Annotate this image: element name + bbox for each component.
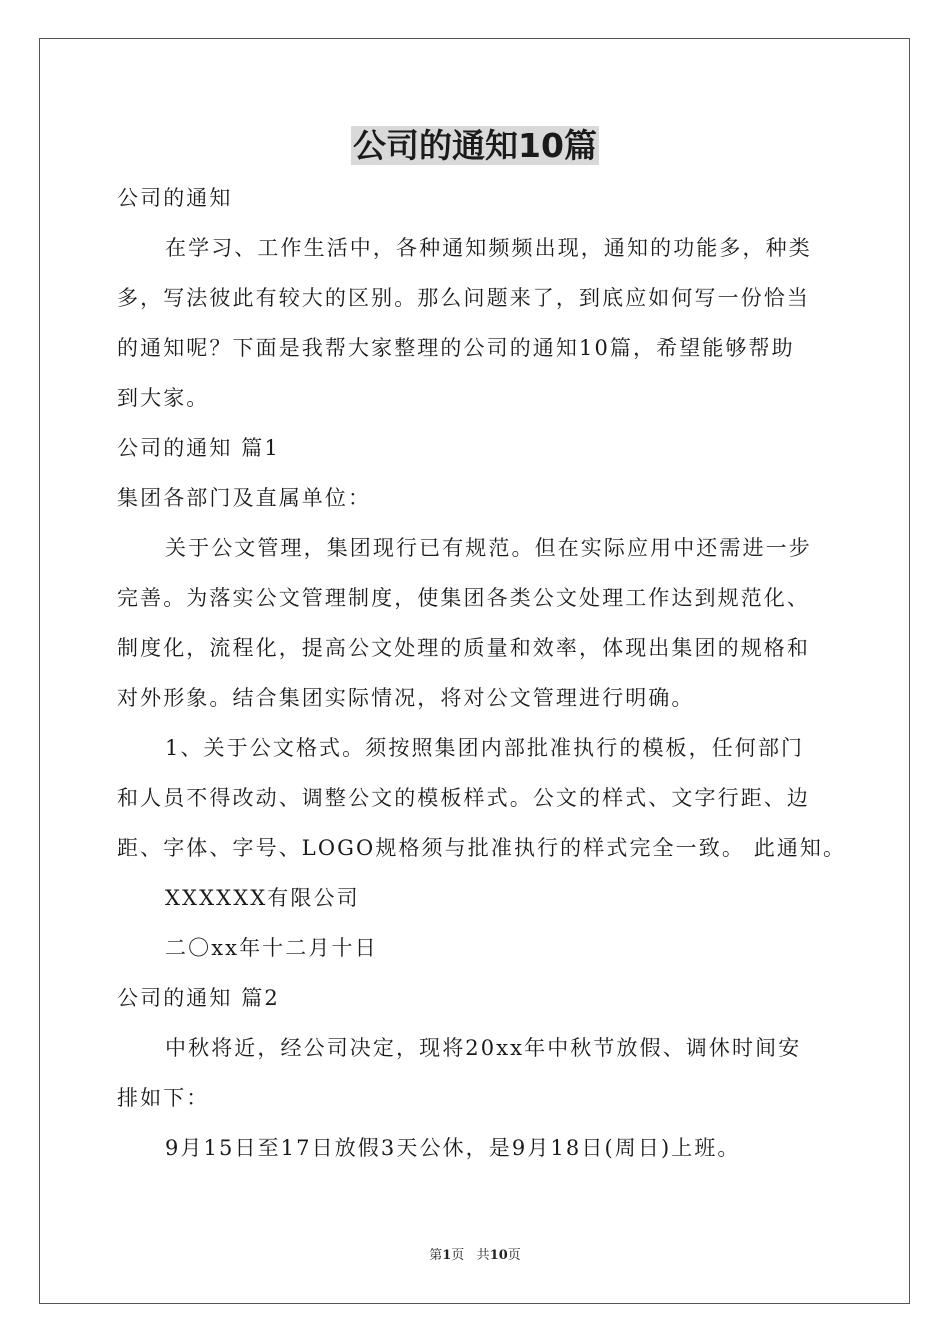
salutation-line: 集团各部门及直属单位： <box>117 486 372 510</box>
footer-total-suffix: 页 <box>507 1248 521 1263</box>
paragraph-line: 关于公文管理，集团现行已有规范。但在实际应用中还需进一步 <box>165 536 812 560</box>
signature-company: XXXXXX有限公司 <box>165 886 360 910</box>
paragraph-line: 9月15日至17日放假3天公休，是9月18日(周日)上班。 <box>165 1136 741 1160</box>
paragraph-line: 排如下： <box>117 1086 210 1110</box>
footer-page-mid: 页 <box>451 1248 465 1263</box>
document-title <box>0 124 950 168</box>
section-heading: 公司的通知 <box>117 186 233 210</box>
paragraph-line: 制度化，流程化，提高公文处理的质量和效率，体现出集团的规格和 <box>117 636 810 660</box>
section-heading: 公司的通知 篇2 <box>117 986 280 1010</box>
paragraph-line: 在学习、工作生活中，各种通知频频出现，通知的功能多，种类 <box>165 236 812 260</box>
paragraph-line: 中秋将近，经公司决定，现将20xx年中秋节放假、调休时间安 <box>165 1036 802 1060</box>
document-body <box>117 176 847 1176</box>
footer-page-prefix: 第 <box>429 1248 443 1263</box>
footer-current-page: 1 <box>442 1248 452 1263</box>
paragraph-line: 距、字体、字号、LOGO规格须与批准执行的样式完全一致。 此通知。 <box>117 836 847 860</box>
paragraph-line: 完善。为落实公文管理制度，使集团各类公文处理工作达到规范化、 <box>117 586 810 610</box>
paragraph-line: 1、关于公文格式。须按照集团内部批准执行的模板，任何部门 <box>165 736 805 760</box>
paragraph-line: 和人员不得改动、调整公文的模板样式。公文的样式、文字行距、边 <box>117 786 810 810</box>
section-heading: 公司的通知 篇1 <box>117 436 280 460</box>
signature-date: 二〇xx年十二月十日 <box>165 936 378 960</box>
footer-total-prefix: 共 <box>476 1248 490 1263</box>
page-footer <box>0 1246 950 1266</box>
paragraph-line: 多，写法彼此有较大的区别。那么问题来了，到底应如何写一份恰当 <box>117 286 810 310</box>
document-title-text: 公司的通知10篇 <box>353 126 597 165</box>
paragraph-line: 对外形象。结合集团实际情况，将对公文管理进行明确。 <box>117 686 695 710</box>
footer-total-pages: 10 <box>489 1248 508 1263</box>
paragraph-line: 的通知呢？下面是我帮大家整理的公司的通知10篇，希望能够帮助 <box>117 336 795 360</box>
paragraph-line: 到大家。 <box>117 386 210 410</box>
